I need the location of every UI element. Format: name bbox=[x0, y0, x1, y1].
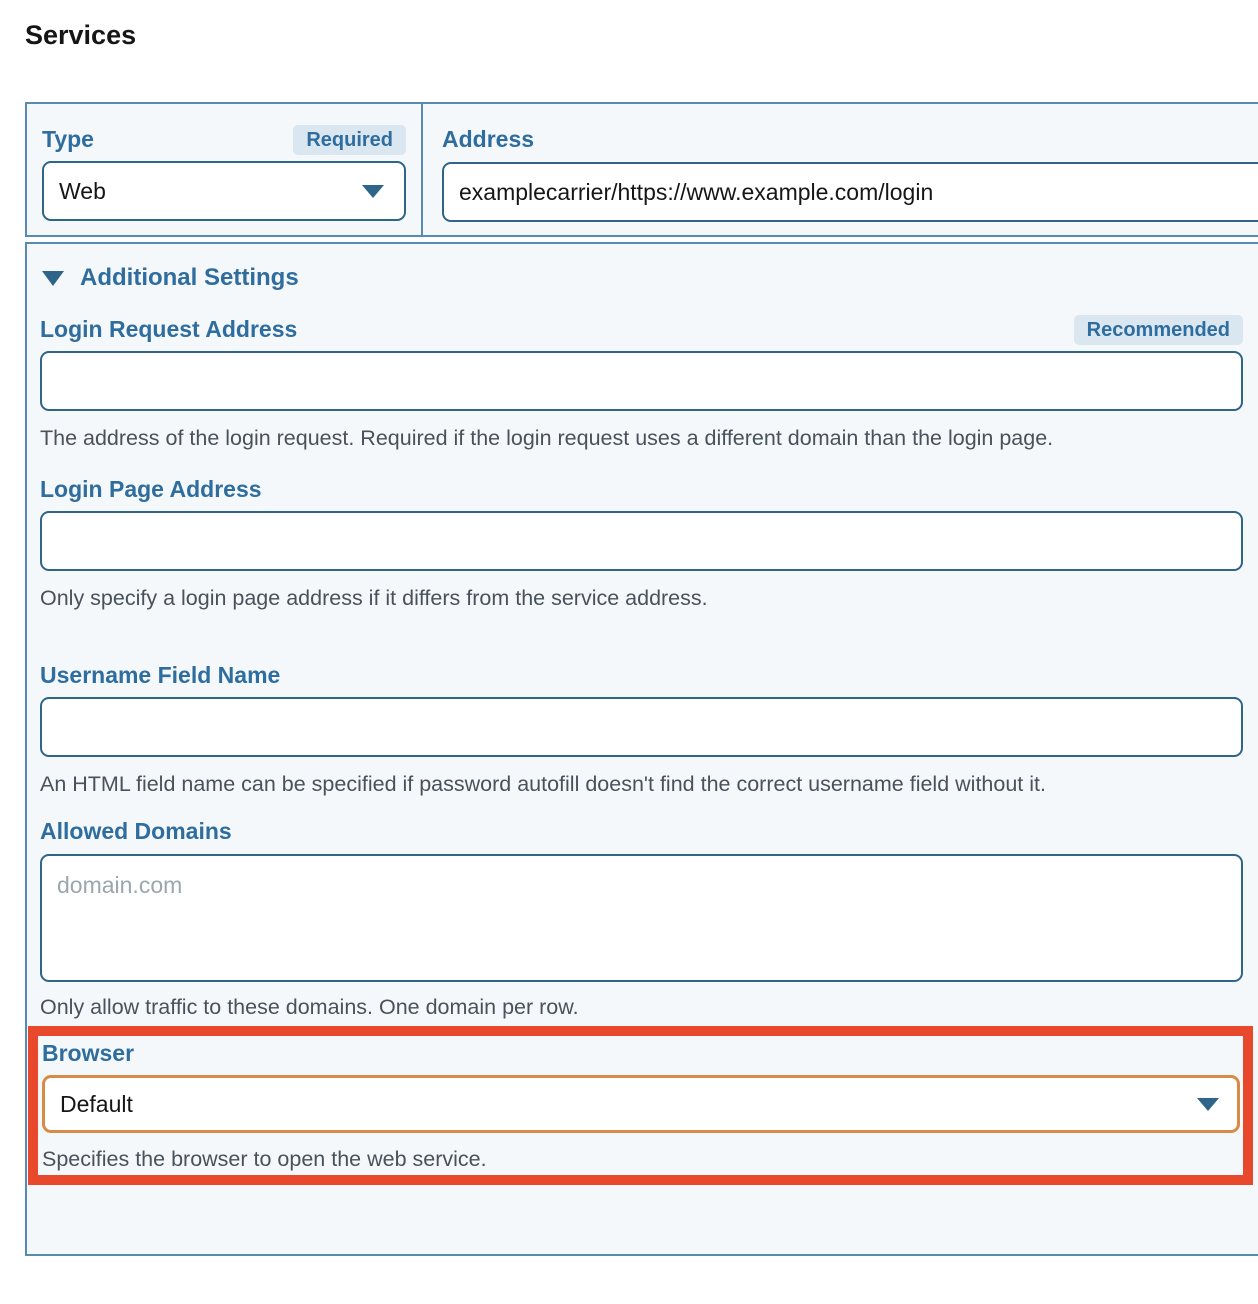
username-field-name-label: Username Field Name bbox=[40, 662, 281, 688]
login-request-address-input[interactable] bbox=[40, 351, 1243, 411]
highlight-annotation bbox=[28, 1026, 1253, 1185]
allowed-domains-textarea[interactable] bbox=[40, 854, 1243, 982]
address-label-row bbox=[442, 126, 1258, 153]
username-field-name-label-row bbox=[40, 662, 1243, 689]
type-label: Type bbox=[42, 126, 94, 152]
browser-help: Specifies the browser to open the web service. bbox=[42, 1147, 487, 1171]
additional-settings-panel bbox=[25, 242, 1258, 1256]
recommended-badge: Recommended bbox=[1074, 315, 1243, 345]
page-title: Services bbox=[25, 20, 137, 50]
login-request-address-label-row bbox=[40, 316, 1243, 343]
login-page-address-input[interactable] bbox=[40, 511, 1243, 571]
collapse-triangle-icon bbox=[42, 271, 64, 286]
address-label: Address bbox=[442, 126, 535, 152]
allowed-domains-label-row bbox=[40, 818, 1243, 845]
browser-select-value: Default bbox=[60, 1090, 133, 1117]
username-field-name-input[interactable] bbox=[40, 697, 1243, 757]
chevron-down-icon bbox=[362, 185, 384, 198]
required-badge: Required bbox=[293, 125, 406, 155]
additional-settings-toggle[interactable] bbox=[42, 264, 1243, 292]
chevron-down-icon bbox=[1197, 1098, 1219, 1111]
browser-select[interactable] bbox=[42, 1075, 1240, 1133]
type-panel bbox=[25, 102, 423, 237]
address-input[interactable] bbox=[442, 162, 1258, 222]
username-field-name-help: An HTML field name can be specified if password autofill doesn't find the correct username field without it. bbox=[40, 772, 1046, 796]
allowed-domains-label: Allowed Domains bbox=[40, 818, 232, 844]
type-select-value: Web bbox=[59, 177, 106, 204]
type-select[interactable] bbox=[42, 161, 406, 221]
allowed-domains-help: Only allow traffic to these domains. One domain per row. bbox=[40, 995, 579, 1019]
login-page-address-help: Only specify a login page address if it differs from the service address. bbox=[40, 586, 708, 610]
address-panel bbox=[421, 102, 1258, 237]
additional-settings-label: Additional Settings bbox=[80, 264, 299, 291]
login-page-address-label: Login Page Address bbox=[40, 476, 262, 502]
login-request-address-help: The address of the login request. Required if the login request uses a different domain than the login page. bbox=[40, 426, 1054, 450]
browser-label: Browser bbox=[42, 1040, 135, 1066]
login-request-address-label: Login Request Address bbox=[40, 316, 298, 342]
service-top-row bbox=[25, 102, 1258, 237]
type-label-row bbox=[42, 126, 406, 153]
login-page-address-label-row bbox=[40, 476, 1243, 503]
